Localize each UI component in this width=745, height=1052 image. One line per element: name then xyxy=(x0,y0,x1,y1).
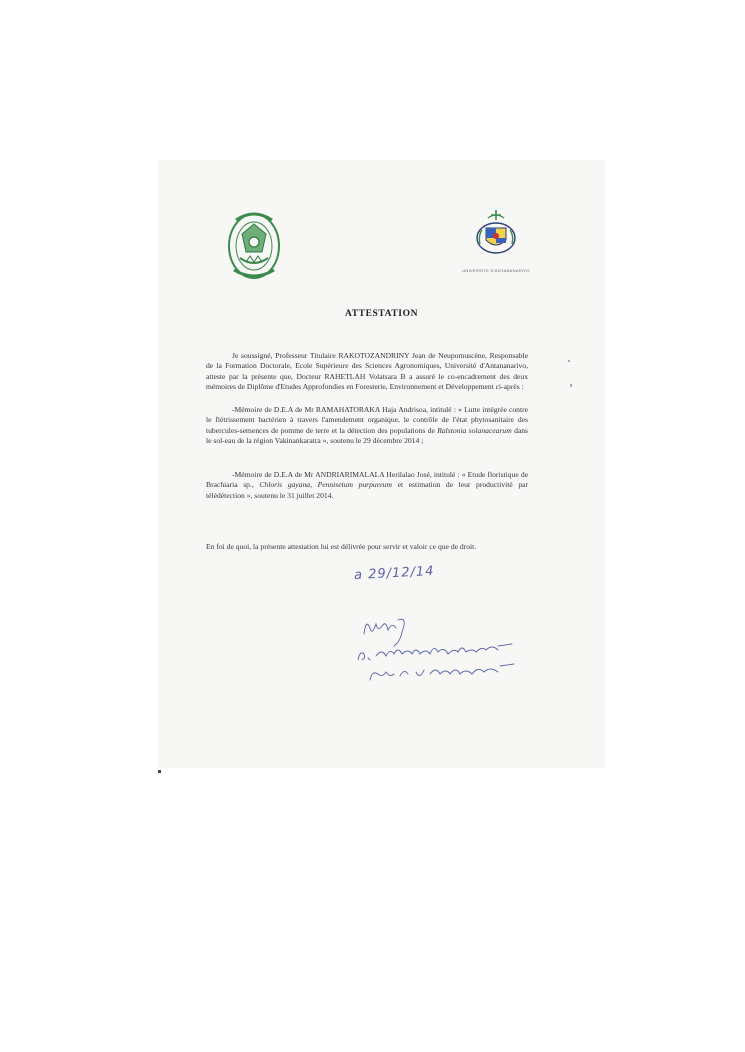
memoire-1-text-a: -Mémoire de D.E.A de Mr RAMAHATORAKA Haja Andrisoa, intitulé : « Lutte intégrée contre le flétrissement bactérien à travers l'amendement organique, le contrôle de l'état phytosanitaire des tubercules-semences de pomme de terre et la détection des populations de xyxy=(206,405,528,435)
memoire-1-species: Ralstonia solanacearum xyxy=(437,425,512,435)
closing-paragraph: En foi de quoi, la présente attestation lui est délivrée pour servir et valoir ce que de droit. xyxy=(206,542,477,551)
document-title: ATTESTATION xyxy=(344,309,419,319)
memoire-2-species-2: Pennisetum purpureum xyxy=(317,480,393,490)
memoire-2-text-b: et estimation de leur productivité par télédétection », soutenu le 31 juillet 2014. xyxy=(206,480,529,500)
universite-antananarivo-crest-icon xyxy=(474,208,518,256)
ecole-agronomie-seal-icon xyxy=(224,206,284,284)
memoire-1-text-b: dans le sol-eau de la région Vakinankaratra », soutenu le 29 décembre 2014 ; xyxy=(206,425,528,446)
memoire-2-species-1: Chloris gayana xyxy=(259,480,311,490)
university-caption: UNIVERSITE D'ANTANANARIVO xyxy=(462,268,530,273)
scanned-document xyxy=(158,160,605,768)
handwritten-date: a 29/12/14 xyxy=(353,563,435,584)
scan-speck xyxy=(568,360,570,362)
scan-speck xyxy=(158,770,161,773)
scan-speck xyxy=(570,384,572,387)
memoire-2-paragraph xyxy=(206,470,528,501)
memoire-1-paragraph xyxy=(206,405,528,447)
handwritten-signature xyxy=(348,608,568,690)
intro-paragraph: Je soussigné, Professeur Titulaire RAKOTOZANDRINY Jean de Neupomuscène, Responsable de la Formation Doctorale, Ecole Supérieure des Sciences Agronomiques, Université d'Antananarivo, atteste par la présente que, Docteur RAHETLAH Volatsara B a assuré le co-encadrement des deux mémoires de Diplôme d'Etudes Approfondies en Foresterie, Environnement et Développement ci-après : xyxy=(206,351,528,392)
memoire-2-text-a: -Mémoire de D.E.A de Mr ANDRIARIMALALA Herilalao José, intitulé : « Etude floristique de Brachiaria sp., xyxy=(206,470,528,490)
memoire-2-sep: , xyxy=(310,480,318,490)
